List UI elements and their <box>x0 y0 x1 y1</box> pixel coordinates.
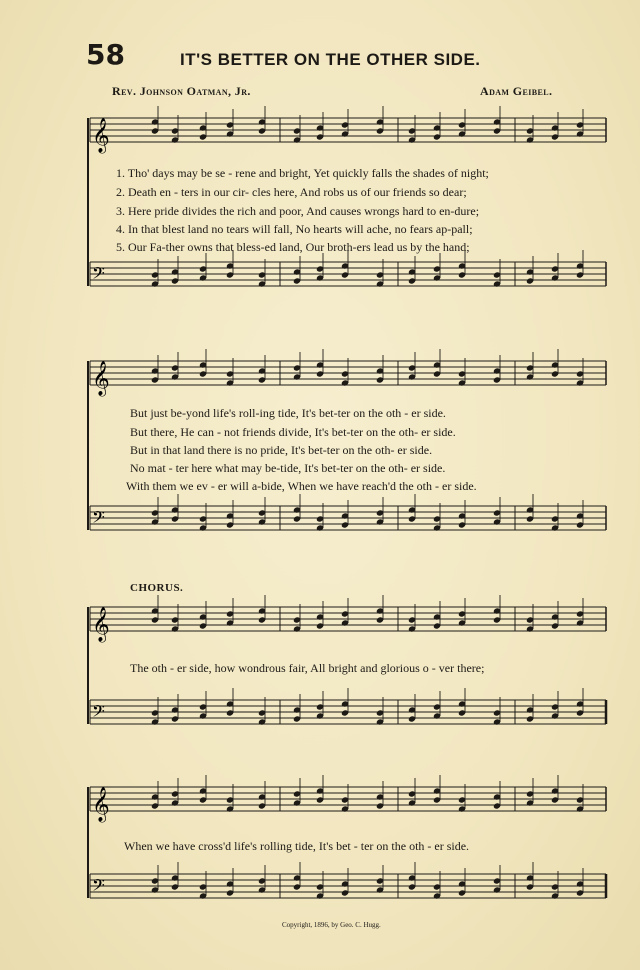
svg-text:𝄢: 𝄢 <box>92 701 105 725</box>
svg-text:𝄞: 𝄞 <box>92 787 110 822</box>
chorus-label: CHORUS. <box>130 582 184 594</box>
svg-text:𝄢: 𝄢 <box>92 263 105 287</box>
page-number: 58 <box>86 38 125 71</box>
chorus-lyric: When we have cross'd life's rolling tide, It's bet - ter on the oth - er side. <box>124 839 470 853</box>
svg-text:𝄞: 𝄞 <box>92 361 110 396</box>
svg-text:𝄞: 𝄞 <box>92 118 110 153</box>
hymn-title: IT'S BETTER ON THE OTHER SIDE. <box>180 50 481 69</box>
svg-text:𝄞: 𝄞 <box>92 607 110 642</box>
chorus-lyric: The oth - er side, how wondrous fair, All bright and glorious o - ver there; <box>130 661 485 675</box>
composer: Adam Geibel. <box>480 84 553 98</box>
svg-text:𝄢: 𝄢 <box>92 875 105 899</box>
copyright: Copyright, 1896, by Geo. C. Hugg. <box>282 921 381 929</box>
verse-line: But there, He can - not friends divide, It's bet-ter on the oth- er side. <box>130 425 456 439</box>
verse-line: 5. Our Fa-ther owns that bless-ed land, Our broth-ers lead us by the hand; <box>116 240 470 254</box>
svg-text:𝄢: 𝄢 <box>92 507 105 531</box>
verse-line: 2. Death en - ters in our cir- cles here, And robs us of our friends so dear; <box>116 185 467 199</box>
verse-line: 3. Here pride divides the rich and poor, And causes wrongs hard to en-dure; <box>116 204 480 218</box>
verse-line: But just be-yond life's roll-ing tide, It's bet-ter on the oth - er side. <box>130 406 446 420</box>
verse-line: But in that land there is no pride, It's bet-ter on the oth- er side. <box>130 443 433 457</box>
verse-line: 4. In that blest land no tears will fall, No hearts will ache, no fears ap-pall; <box>116 222 473 236</box>
lyricist: Rev. Johnson Oatman, Jr. <box>112 84 251 98</box>
verse-line: No mat - ter here what may be-tide, It's bet-ter on the oth- er side. <box>130 461 446 475</box>
verse-line: 1. Tho' days may be se - rene and bright, Yet quickly falls the shades of night; <box>116 166 489 180</box>
verse-line: With them we ev - er will a-bide, When we have reach'd the oth - er side. <box>126 479 477 493</box>
